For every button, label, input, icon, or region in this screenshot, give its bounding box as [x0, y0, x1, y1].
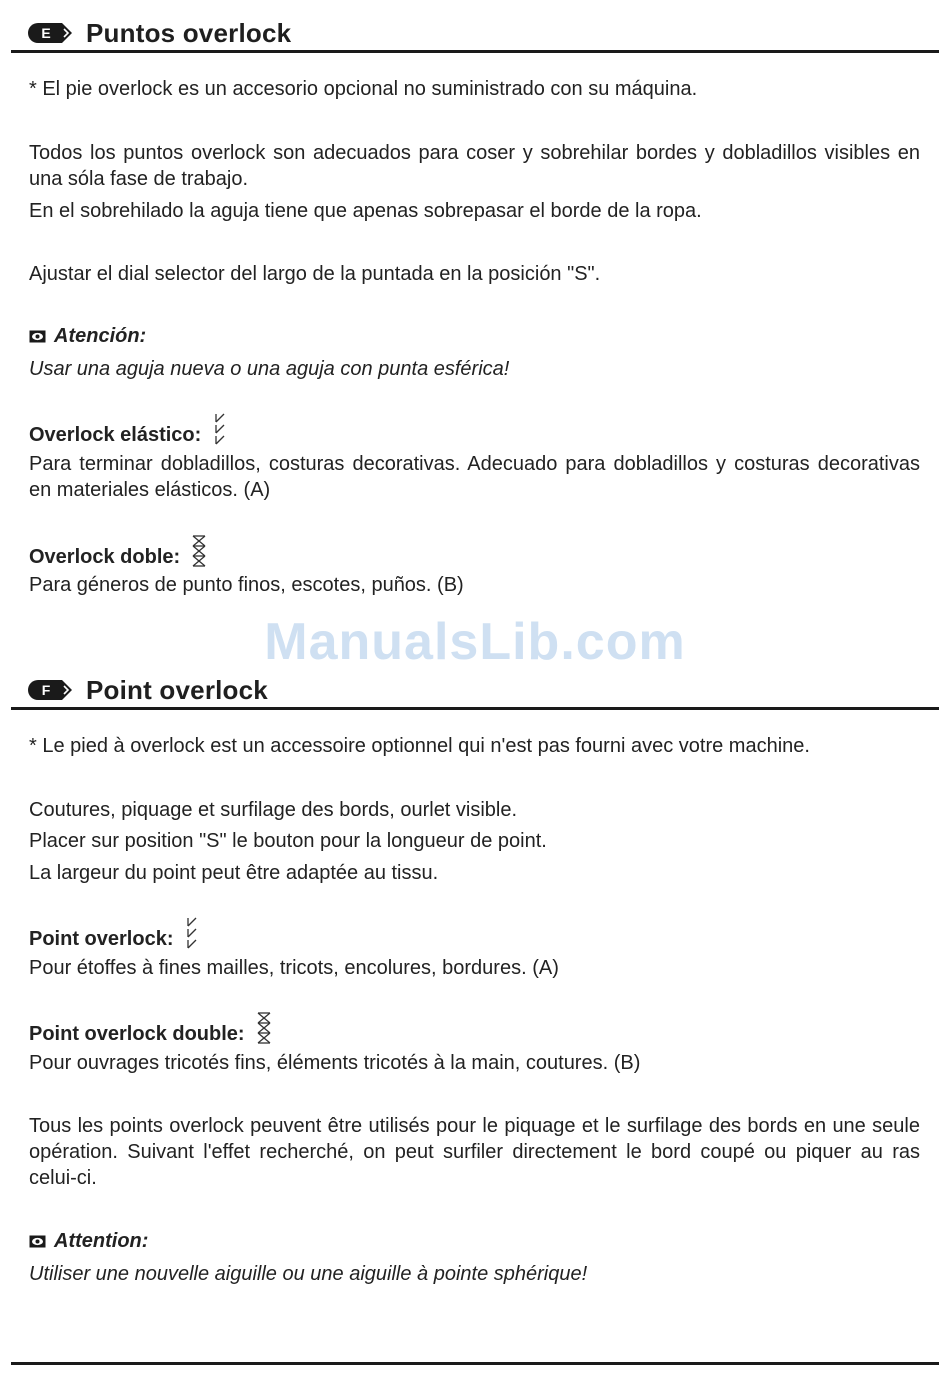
attention-heading [29, 1228, 920, 1254]
header-rule [11, 707, 939, 710]
paragraph: En el sobrehilado la aguja tiene que apenas sobrepasar el borde de la ropa. [29, 200, 702, 222]
paragraph: Tous les points overlock peuvent être utilisés pour le piquage et le surfilage des bords en une seule opération. Suivant l'effet recherché, on peut surfiler directement le bord coupé ou piquer au ras celui-ci. [29, 1115, 920, 1189]
eye-icon [29, 1235, 46, 1248]
double-overlock-stitch-icon [190, 534, 208, 570]
paragraph: Todos los puntos overlock son adecuados para coser y sobrehilar bordes y dobladillos visibles en una sóla fase de trabajo. [29, 142, 920, 190]
paragraph: Ajustar el dial selector del largo de la puntada en la posición "S". [29, 263, 601, 285]
header-rule [11, 50, 939, 53]
stitch-heading [29, 1011, 920, 1047]
language-code: F [41, 682, 51, 698]
language-code: E [41, 25, 51, 41]
accessory-note: * El pie overlock es un accesorio opcional no suministrado con su máquina. [29, 78, 698, 100]
section-header-fr [28, 676, 268, 704]
elastic-overlock-stitch-icon [211, 412, 229, 448]
attention-label: Attention: [54, 1230, 149, 1252]
stitch-label: Point overlock: [29, 928, 174, 950]
attention-heading [29, 323, 920, 349]
paragraph: Coutures, piquage et surfilage des bords, ourlet visible. [29, 799, 518, 821]
attention-label: Atención: [54, 325, 147, 347]
language-badge-fr [28, 680, 72, 700]
accessory-note: * Le pied à overlock est un accessoire optionnel qui n'est pas fourni avec votre machine. [29, 735, 810, 757]
stitch-label: Overlock elástico: [29, 424, 202, 446]
stitch-heading [29, 534, 920, 570]
stitch-heading [29, 412, 920, 448]
stitch-heading [29, 916, 920, 952]
language-badge-es [28, 23, 72, 43]
stitch-description: Para terminar dobladillos, costuras decorativas. Adecuado para dobladillos y costuras decorativas en materiales elásticos. (A) [29, 453, 920, 501]
stitch-description: Pour ouvrages tricotés fins, éléments tricotés à la main, coutures. (B) [29, 1052, 641, 1074]
paragraph: Placer sur position "S" le bouton pour la longueur de point. [29, 830, 547, 852]
stitch-description: Para géneros de punto finos, escotes, puños. (B) [29, 574, 464, 596]
section-title: Point overlock [86, 674, 268, 705]
section-header-es [28, 19, 291, 47]
footer-rule [11, 1362, 939, 1365]
paragraph: La largeur du point peut être adaptée au tissu. [29, 862, 439, 884]
eye-icon [29, 330, 46, 343]
attention-text: Usar una aguja nueva o una aguja con punta esférica! [29, 358, 510, 380]
watermark: ManualsLib.com [264, 613, 686, 671]
section-title: Puntos overlock [86, 17, 292, 48]
double-overlock-stitch-icon [255, 1011, 273, 1047]
stitch-label: Overlock doble: [29, 546, 181, 568]
elastic-overlock-stitch-icon [183, 916, 201, 952]
stitch-label: Point overlock double: [29, 1023, 245, 1045]
attention-text: Utiliser une nouvelle aiguille ou une aiguille à pointe sphérique! [29, 1263, 588, 1285]
stitch-description: Pour étoffes à fines mailles, tricots, encolures, bordures. (A) [29, 957, 559, 979]
